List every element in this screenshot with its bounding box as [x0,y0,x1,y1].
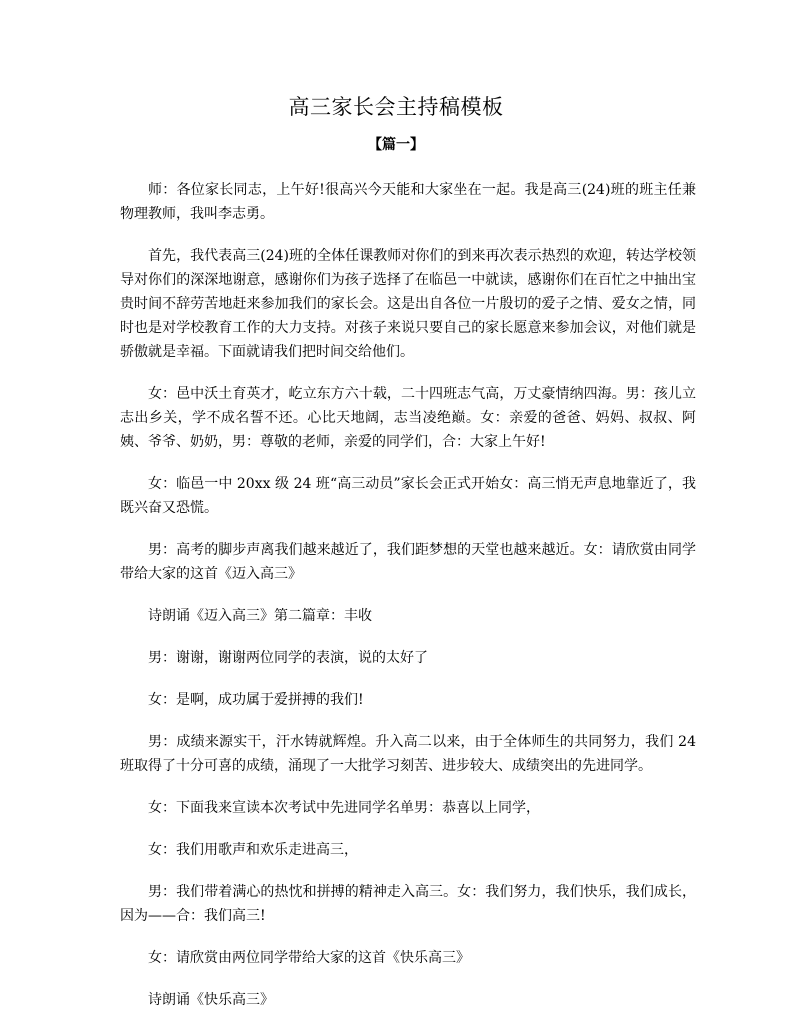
paragraph-honor-list: 女：下面我来宣读本次考试中先进同学名单男：恭喜以上同学， [148,800,540,816]
paragraph-thanks: 男：谢谢，谢谢两位同学的表演，说的太好了 [148,650,428,666]
paragraph-song: 女：我们用歌声和欢乐走进高三， [148,842,358,858]
paragraph-poem-intro: 男：高考的脚步声离我们越来越近了，我们距梦想的天堂也越来越近。女：请欣赏由同学带给大家的这首《迈入高三》 [120,542,696,582]
paragraph-success: 女：是啊，成功属于爱拼搏的我们! [148,692,364,708]
paragraph-hosts-opening: 女：邑中沃土育英才，屹立东方六十载，二十四班志气高，万丈豪情纳四海。男：孩儿立志出乡关，学不成名誓不还。心比天地阔，志当凌绝巅。女：亲爱的爸爸、妈妈、叔叔、阿姨、爷爷、奶奶，男：尊敬的老师，亲爱的同学们，合：大家上午好! [120,386,696,450]
paragraph-poem-recital-2: 诗朗诵《快乐高三》 [148,992,274,1008]
paragraph-teacher-greeting: 师：各位家长同志，上午好!很高兴今天能和大家坐在一起。我是高三(24)班的班主任兼物理教师，我叫李志勇。 [120,182,696,222]
document-title: 高三家长会主持稿模板 [288,95,504,119]
paragraph-meeting-start: 女：临邑一中 20xx 级 24 班“高三动员”家长会正式开始女：高三悄无声息地靠近了，我既兴奋又恐慌。 [120,476,696,516]
paragraph-poem-recital-1: 诗朗诵《迈入高三》第二篇章：丰收 [148,608,372,624]
paragraph-spirit: 男：我们带着满心的热忱和拼搏的精神走入高三。女：我们努力，我们快乐，我们成长，因为——合：我们高三! [120,884,696,924]
paragraph-poem-intro-2: 女：请欣赏由两位同学带给大家的这首《快乐高三》 [148,950,470,966]
paragraph-welcome-speech: 首先，我代表高三(24)班的全体任课教师对你们的到来再次表示热烈的欢迎，转达学校领导对你们的深深地谢意，感谢你们为孩子选择了在临邑一中就读，感谢你们在百忙之中抽出宝贵时间不辞劳苦地赶来参加我们的家长会。这是出自各位一片殷切的爱子之情、爱女之情，同时也是对学校教育工作的大力支持。对孩子来说只要自己的家长愿意来参加会议，对他们就是骄傲就是幸福。下面就请我们把时间交给他们。 [120,248,696,360]
paragraph-achievements: 男：成绩来源实干，汗水铸就辉煌。升入高二以来，由于全体师生的共同努力，我们 24 班取得了十分可喜的成绩，涌现了一大批学习刻苦、进步较大、成绩突出的先进同学。 [120,734,696,774]
section-heading: 【篇一】 [368,137,424,153]
